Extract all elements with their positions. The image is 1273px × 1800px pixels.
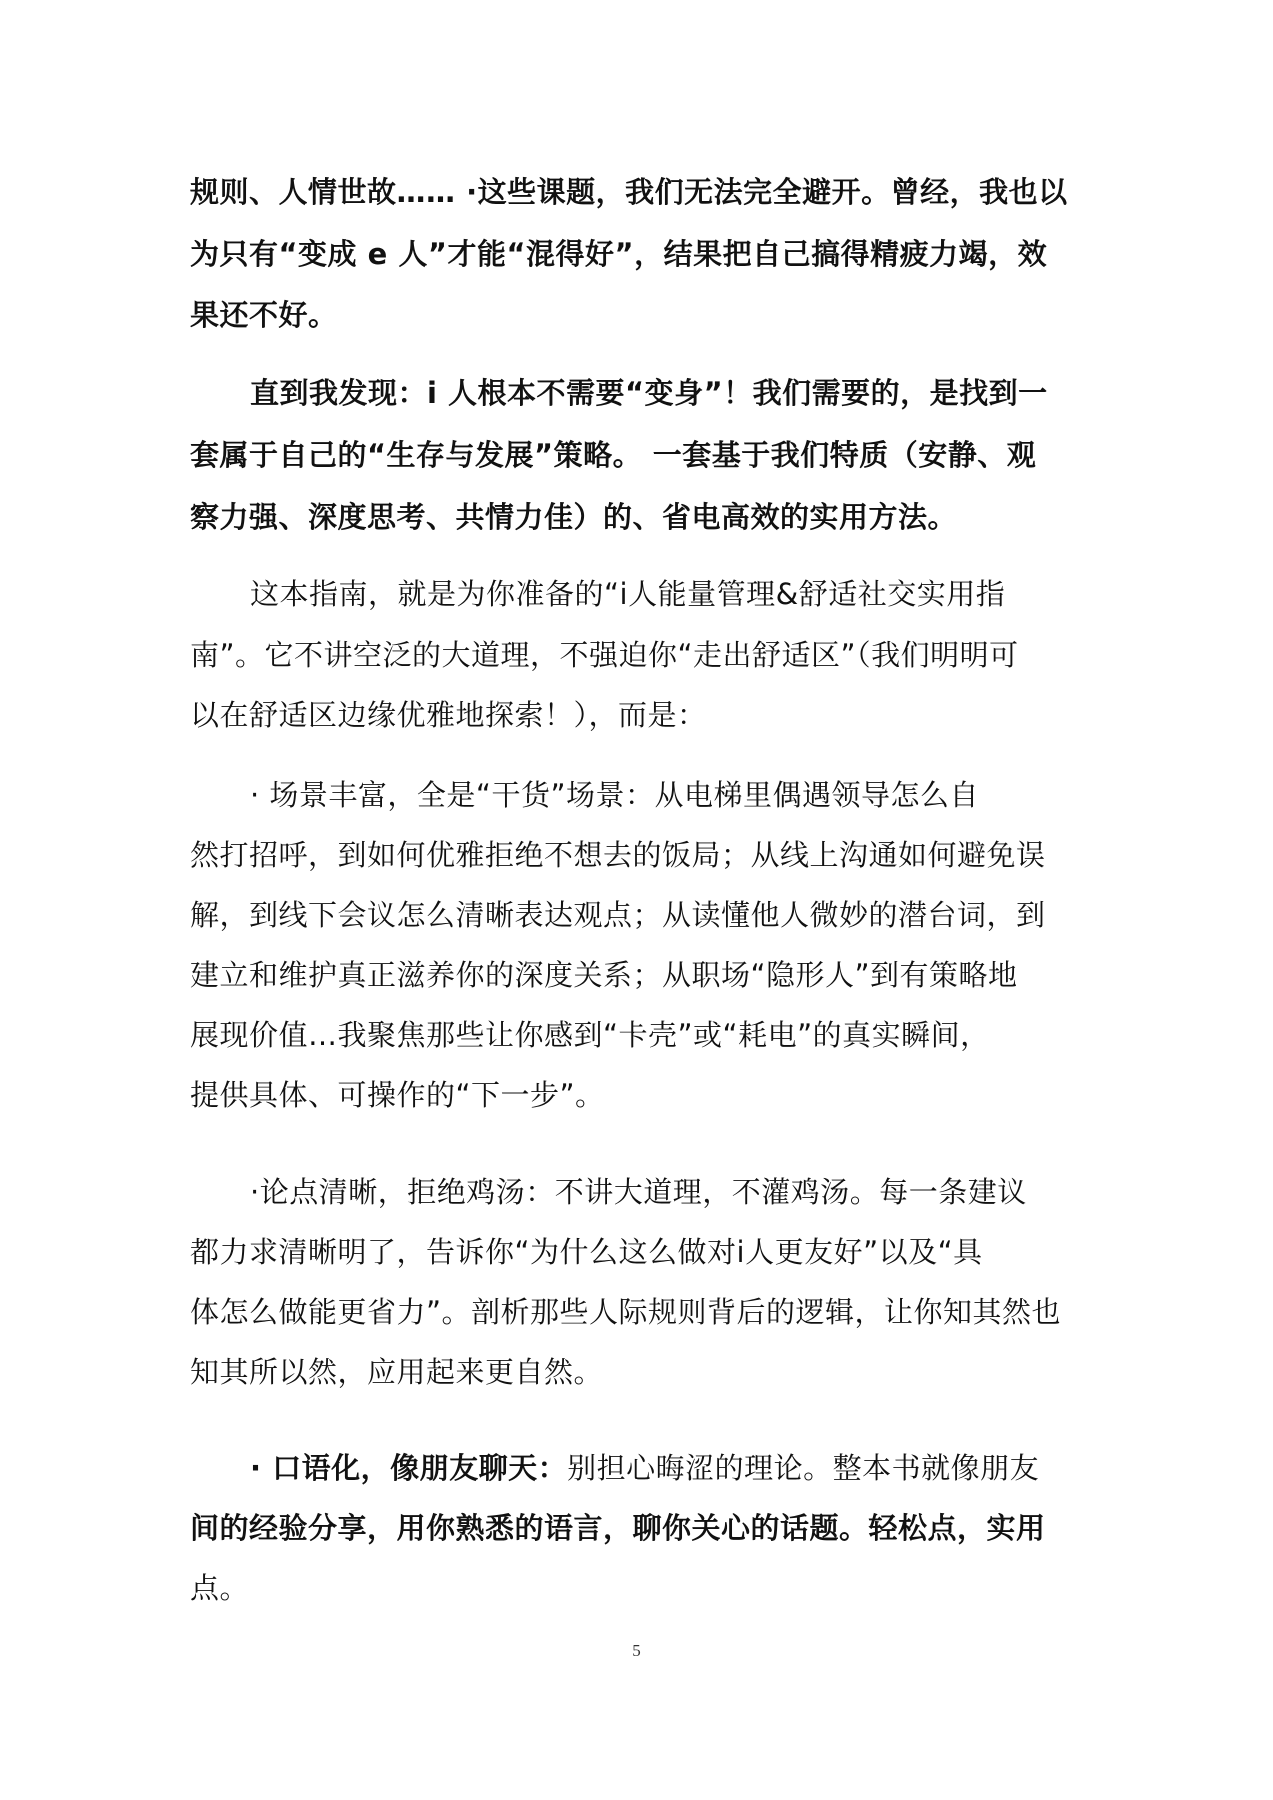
paragraph-line: 点。	[190, 1571, 250, 1605]
paragraph-line: 建立和维护真正滋养你的深度关系；从职场“隐形人”到有策略地	[190, 958, 1018, 992]
bullet-heading: · 口语化，像朋友聊天：	[250, 1451, 568, 1485]
paragraph-line: 套属于自己的“生存与发展”策略。 一套基于我们特质（安静、观	[190, 438, 1037, 472]
paragraph-line: 以在舒适区边缘优雅地探索！），而是：	[190, 698, 707, 732]
paragraph-line: 展现价值…我聚焦那些让你感到“卡壳”或“耗电”的真实瞬间，	[190, 1018, 990, 1052]
paragraph-line: 解，到线下会议怎么清晰表达观点；从读懂他人微妙的潜台词，到	[190, 898, 1046, 932]
paragraph-line: 直到我发现：i 人根本不需要“变身”！我们需要的，是找到一	[250, 376, 1048, 410]
paragraph-line: 为只有“变成 e 人”才能“混得好”，结果把自己搞得精疲力竭，效	[190, 237, 1048, 271]
paragraph-line: 这本指南，就是为你准备的“i人能量管理&舒适社交实用指	[250, 577, 1006, 611]
paragraph-line: 体怎么做能更省力”。剖析那些人际规则背后的逻辑，让你知其然也	[190, 1295, 1062, 1329]
bullet-text: 别担心晦涩的理论。整本书就像朋友	[567, 1451, 1040, 1485]
paragraph-line: 提供具体、可操作的“下一步”。	[190, 1078, 605, 1112]
bullet-line: ·论点清晰，拒绝鸡汤：不讲大道理，不灌鸡汤。每一条建议	[250, 1175, 1027, 1209]
paragraph-line: 间的经验分享，用你熟悉的语言，聊你关心的话题。轻松点，实用	[190, 1511, 1046, 1545]
paragraph-line: 果还不好。	[190, 298, 338, 332]
paragraph-line: 都力求清晰明了，告诉你“为什么这么做对i人更友好”以及“具	[190, 1235, 983, 1269]
page-number: 5	[632, 1641, 641, 1660]
bullet-line	[190, 1448, 1039, 1488]
paragraph-line: 规则、人情世故…… ·这些课题，我们无法完全避开。曾经，我也以	[190, 175, 1068, 209]
paragraph-line: 南”。它不讲空泛的大道理，不强迫你“走出舒适区”（我们明明可	[190, 638, 1019, 672]
bullet-line: · 场景丰富，全是“干货”场景：从电梯里偶遇领导怎么自	[250, 778, 979, 812]
paragraph-line: 然打招呼，到如何优雅拒绝不想去的饭局；从线上沟通如何避免误	[190, 838, 1046, 872]
paragraph-line: 察力强、深度思考、共情力佳）的、省电高效的实用方法。	[190, 500, 958, 534]
paragraph-line: 知其所以然，应用起来更自然。	[190, 1355, 604, 1389]
